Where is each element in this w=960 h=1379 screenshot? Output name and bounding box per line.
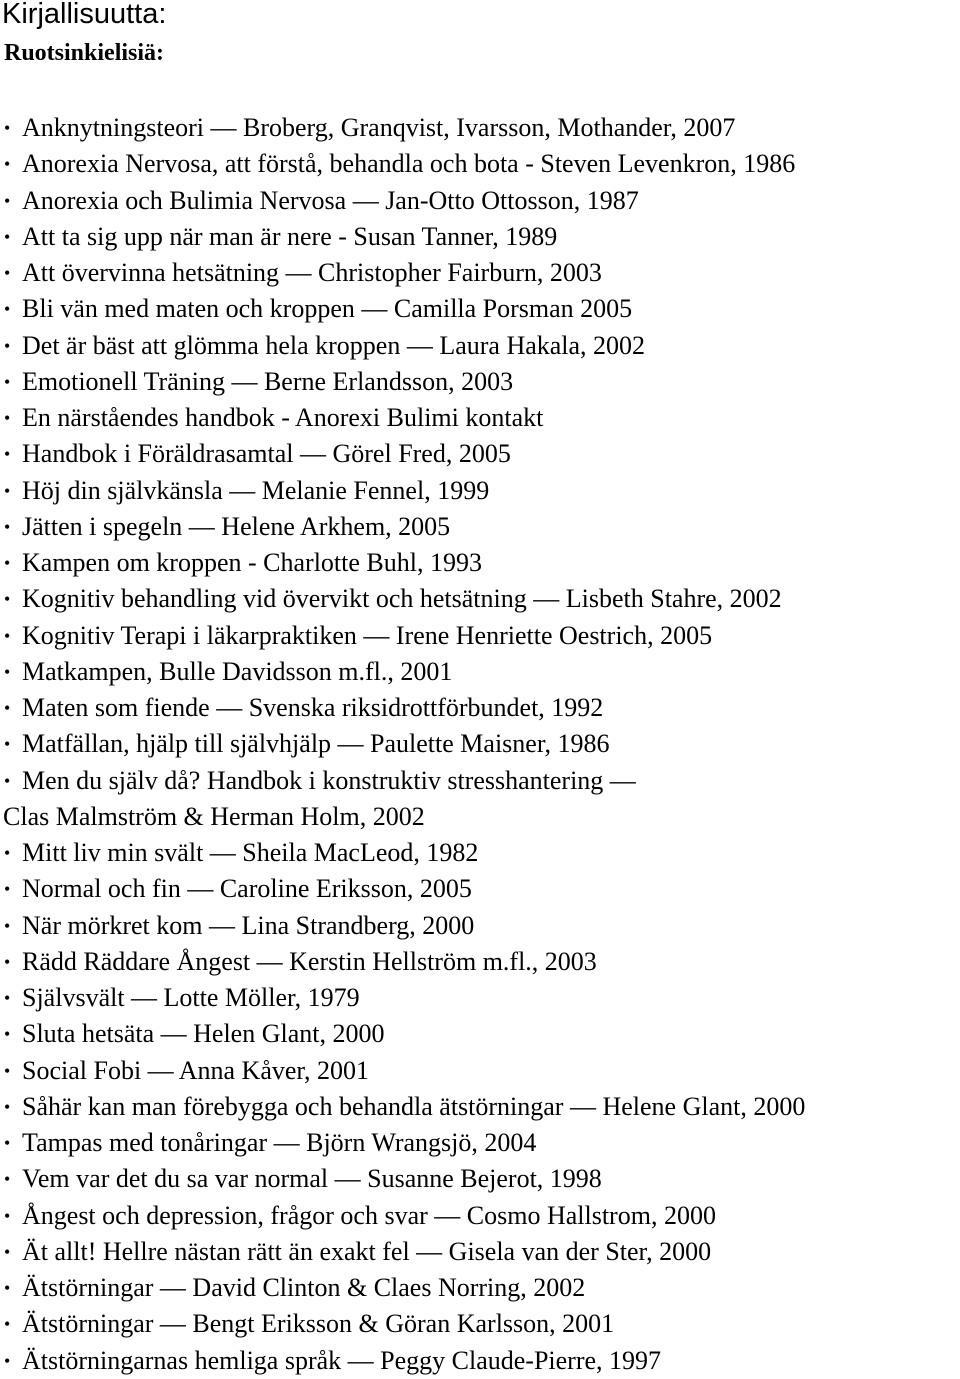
bullet-icon: • bbox=[4, 1133, 11, 1153]
book-entry: Höj din självkänsla — Melanie Fennel, 1999 bbox=[22, 475, 490, 505]
bullet-icon: • bbox=[4, 843, 11, 863]
bullet-icon: • bbox=[4, 371, 11, 392]
book-entry: Att ta sig upp när man är nere - Susan Tanner, 1989 bbox=[22, 221, 558, 251]
bullet-icon: • bbox=[4, 589, 11, 610]
bullet-icon: • bbox=[4, 299, 11, 320]
list-item bbox=[0, 1016, 960, 1052]
list-item bbox=[0, 1198, 960, 1234]
book-entry: Bli vän med maten och kroppen — Camilla Porsman 2005 bbox=[22, 294, 633, 324]
list-item bbox=[0, 364, 960, 400]
bullet-icon: • bbox=[4, 1314, 11, 1335]
list-item bbox=[0, 509, 960, 545]
list-item bbox=[0, 328, 960, 364]
list-item bbox=[0, 436, 960, 472]
bullet-icon: • bbox=[4, 335, 11, 356]
bullet-icon: • bbox=[4, 190, 11, 211]
list-item bbox=[0, 183, 960, 219]
page-title: Kirjallisuutta: bbox=[2, 0, 167, 30]
list-item bbox=[0, 690, 960, 726]
list-item bbox=[0, 654, 960, 690]
bullet-icon: • bbox=[4, 118, 11, 138]
list-item bbox=[0, 980, 960, 1016]
book-entry: Clas Malmström & Herman Holm, 2002 bbox=[3, 801, 425, 831]
bullet-icon: • bbox=[4, 444, 11, 465]
list-item bbox=[0, 146, 960, 182]
bullet-icon: • bbox=[4, 553, 11, 573]
bullet-icon: • bbox=[4, 1241, 11, 1262]
bullet-icon: • bbox=[4, 516, 11, 537]
book-entry: Emotionell Träning — Berne Erlandsson, 2003 bbox=[22, 366, 514, 396]
bullet-icon: • bbox=[4, 951, 11, 972]
list-item bbox=[0, 763, 960, 799]
list-item bbox=[0, 618, 960, 654]
book-entry: Ångest och depression, frågor och svar — Cosmo Hallstrom, 2000 bbox=[22, 1200, 716, 1230]
list-item bbox=[0, 1053, 960, 1089]
book-entry: Handbok i Föräldrasamtal — Görel Fred, 2005 bbox=[22, 439, 511, 469]
list-item bbox=[0, 1161, 960, 1197]
list-item bbox=[0, 473, 960, 509]
book-entry: Kognitiv behandling vid övervikt och hetsätning — Lisbeth Stahre, 2002 bbox=[22, 584, 782, 614]
bullet-icon: • bbox=[4, 770, 11, 791]
book-entry: Ätstörningar — Bengt Eriksson & Göran Karlsson, 2001 bbox=[22, 1309, 615, 1339]
list-item bbox=[0, 908, 960, 944]
book-entry: Tampas med tonåringar — Björn Wrangsjö, 2004 bbox=[22, 1128, 537, 1157]
list-item bbox=[0, 255, 960, 291]
bullet-icon: • bbox=[4, 263, 11, 283]
bullet-icon: • bbox=[4, 1024, 11, 1045]
bullet-icon: • bbox=[4, 226, 11, 247]
bullet-icon: • bbox=[4, 408, 11, 428]
book-entry: Matfällan, hjälp till självhjälp — Paulette Maisner, 1986 bbox=[22, 729, 610, 759]
list-item bbox=[0, 291, 960, 327]
book-entry: Sluta hetsäta — Helen Glant, 2000 bbox=[22, 1019, 385, 1049]
book-entry: Anknytningsteori — Broberg, Granqvist, Ivarsson, Mothander, 2007 bbox=[22, 113, 736, 142]
book-entry: Men du själv då? Handbok i konstruktiv stresshantering — bbox=[22, 765, 636, 795]
list-item bbox=[0, 581, 960, 617]
list-item bbox=[0, 835, 960, 871]
book-entry: Ät allt! Hellre nästan rätt än exakt fel — Gisela van der Ster, 2000 bbox=[22, 1236, 712, 1266]
book-entry: Anorexia och Bulimia Nervosa — Jan-Otto Ottosson, 1987 bbox=[22, 185, 639, 215]
book-entry: Vem var det du sa var normal — Susanne Bejerot, 1998 bbox=[22, 1164, 602, 1194]
bullet-icon: • bbox=[4, 1278, 11, 1298]
book-entry: När mörkret kom — Lina Strandberg, 2000 bbox=[22, 910, 475, 940]
book-entry: Social Fobi — Anna Kåver, 2001 bbox=[22, 1055, 370, 1085]
list-item bbox=[0, 1125, 960, 1161]
bullet-icon: • bbox=[4, 625, 11, 646]
bullet-icon: • bbox=[4, 915, 11, 936]
book-entry: Att övervinna hetsätning — Christopher Fairburn, 2003 bbox=[22, 258, 602, 287]
bullet-icon: • bbox=[4, 480, 11, 501]
book-entry: Jätten i spegeln — Helene Arkhem, 2005 bbox=[22, 511, 451, 541]
book-entry: Ätstörningarnas hemliga språk — Peggy Claude-Pierre, 1997 bbox=[22, 1345, 662, 1375]
bullet-icon: • bbox=[4, 154, 11, 175]
list-item bbox=[0, 545, 960, 581]
book-entry: Det är bäst att glömma hela kroppen — Laura Hakala, 2002 bbox=[22, 330, 646, 360]
book-entry: Normal och fin — Caroline Eriksson, 2005 bbox=[22, 874, 472, 904]
list-item bbox=[0, 944, 960, 980]
bullet-icon: • bbox=[4, 698, 11, 718]
book-entry: Anorexia Nervosa, att förstå, behandla och bota - Steven Levenkron, 1986 bbox=[22, 149, 796, 179]
bullet-icon: • bbox=[4, 734, 11, 755]
list-item bbox=[0, 871, 960, 907]
book-entry: Såhär kan man förebygga och behandla ätstörningar — Helene Glant, 2000 bbox=[22, 1091, 806, 1121]
book-entry: Kampen om kroppen - Charlotte Buhl, 1993 bbox=[22, 548, 482, 577]
bullet-icon: • bbox=[4, 1169, 11, 1190]
book-entry: Ätstörningar — David Clinton & Claes Norring, 2002 bbox=[22, 1273, 586, 1302]
list-item-continuation bbox=[0, 799, 960, 835]
bullet-icon: • bbox=[4, 1350, 11, 1371]
list-item bbox=[0, 1343, 960, 1379]
list-item bbox=[0, 1306, 960, 1342]
book-entry: Kognitiv Terapi i läkarpraktiken — Irene Henriette Oestrich, 2005 bbox=[22, 620, 713, 650]
book-entry: En närståendes handbok - Anorexi Bulimi kontakt bbox=[22, 403, 544, 432]
section-subtitle: Ruotsinkielisiä: bbox=[4, 40, 165, 66]
list-item bbox=[0, 219, 960, 255]
book-entry: Mitt liv min svält — Sheila MacLeod, 1982 bbox=[22, 838, 479, 867]
book-entry: Rädd Räddare Ångest — Kerstin Hellström m.fl., 2003 bbox=[22, 946, 597, 976]
list-item bbox=[0, 1089, 960, 1125]
list-item bbox=[0, 400, 960, 436]
bullet-icon: • bbox=[4, 1096, 11, 1117]
bullet-icon: • bbox=[4, 988, 11, 1008]
book-entry: Maten som fiende — Svenska riksidrottförbundet, 1992 bbox=[22, 693, 604, 722]
bullet-icon: • bbox=[4, 1060, 11, 1081]
book-list bbox=[0, 110, 960, 1379]
book-entry: Självsvält — Lotte Möller, 1979 bbox=[22, 983, 360, 1012]
list-item bbox=[0, 1234, 960, 1270]
bullet-icon: • bbox=[4, 1205, 11, 1226]
bullet-icon: • bbox=[4, 661, 11, 682]
list-item bbox=[0, 726, 960, 762]
book-entry: Matkampen, Bulle Davidsson m.fl., 2001 bbox=[22, 656, 453, 686]
list-item bbox=[0, 110, 960, 146]
bullet-icon: • bbox=[4, 879, 11, 900]
list-item bbox=[0, 1270, 960, 1306]
